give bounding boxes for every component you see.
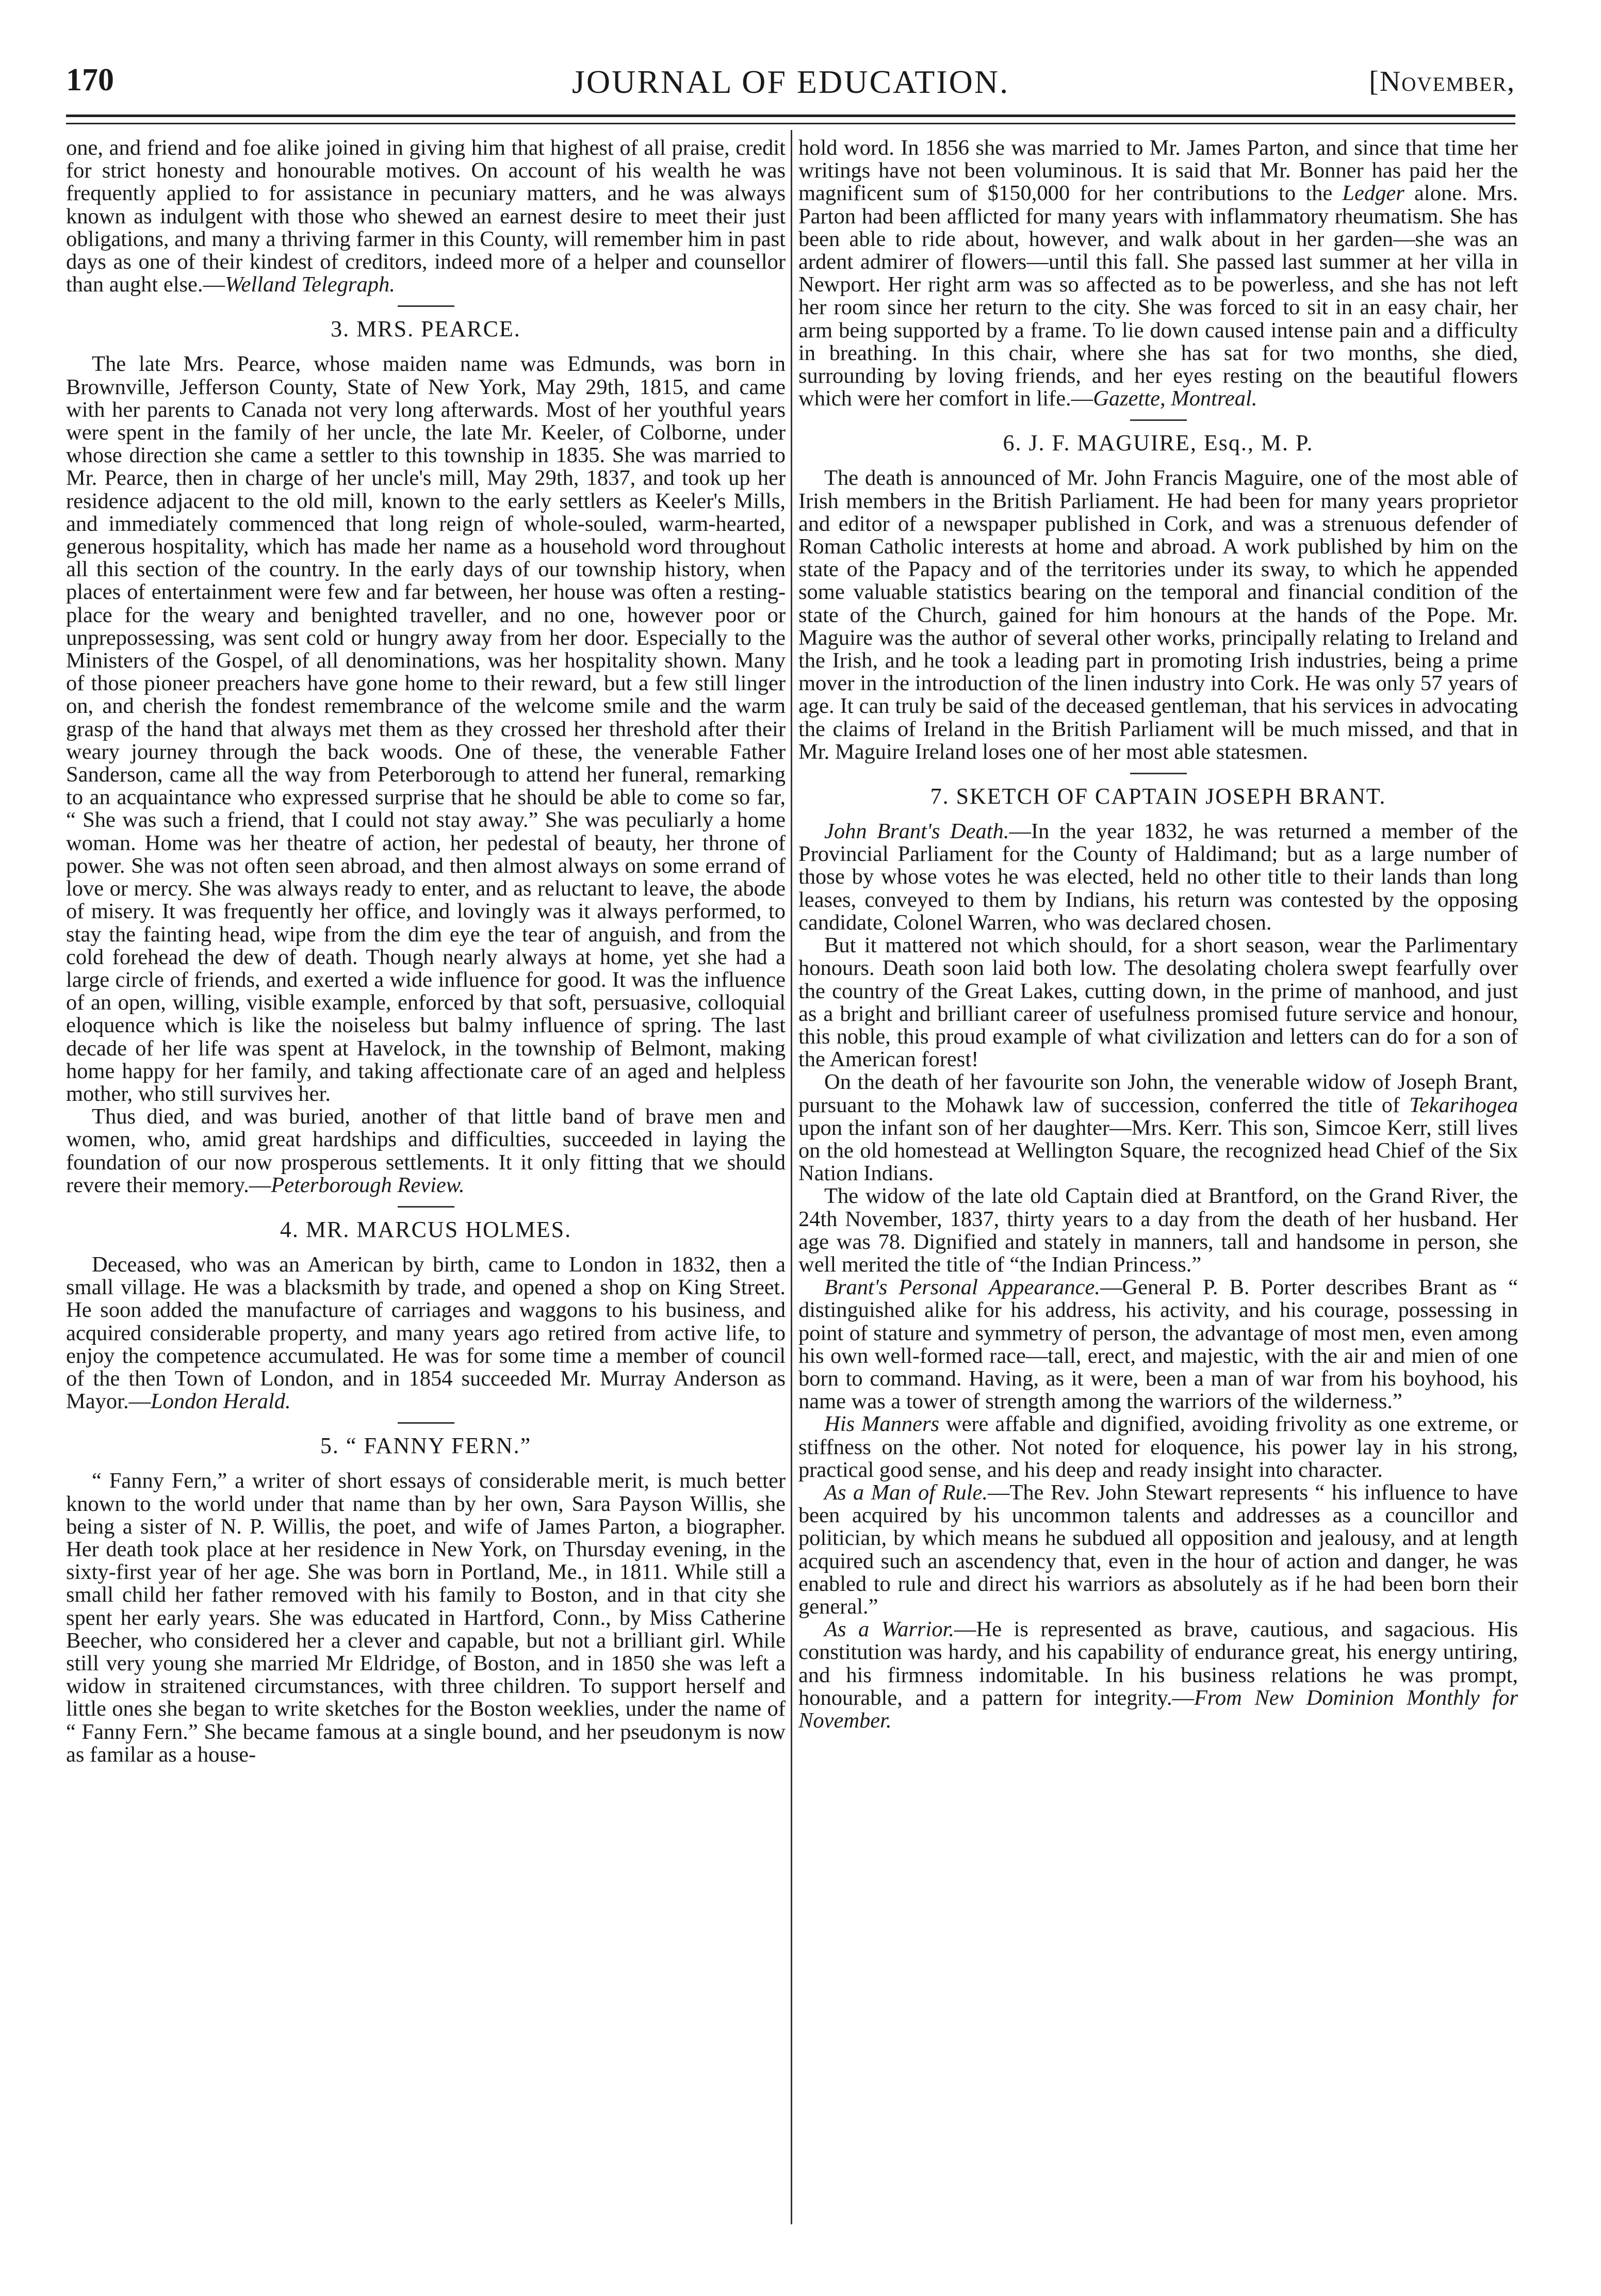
section-heading: 5. “ FANNY FERN.” <box>66 1430 786 1461</box>
paragraph: But it mattered not which should, for a short season, wear the Parlimentary honours. Death soon laid both low. The desolating cholera swept fearfully over the country of the Great Lakes, cutting down, in the prime of manhood, and just as a bright and brilliant career of usefulness promised future service and honour, this noble, this proud example of what civilization and letters can do for a son of the American forest! <box>798 933 1518 1072</box>
header-rule-thin <box>66 123 1515 124</box>
paragraph: Deceased, who was an American by birth, came to London in 1832, then a small village. He was a blacksmith by trade, and opened a shop on King Street. He soon added the manufacture of carriages and waggons to his business, and acquired considerable property, and many years ago retired from active life, to enjoy the competence accumulated. He was for some time a member of council of the then Town of London, and in 1854 succeeded Mr. Murray Anderson as Mayor.—London Herald. <box>66 1252 786 1414</box>
page-header <box>66 62 1515 113</box>
section-heading: 3. MRS. PEARCE. <box>66 314 786 345</box>
paragraph: As a Man of Rule.—The Rev. John Stewart represents “ his influence to have been acquired by his uncommon talents and addresses as a councillor and politician, by which means he subdued all opposition and jealousy, and at length acquired such an ascendency that, even in the hour of action and danger, he was enabled to rule and direct his warriors as absolutely as if he had been born their general.” <box>798 1480 1518 1619</box>
paragraph: His Manners were affable and dignified, avoiding frivolity as one extreme, or stiffness on the other. Not noted for eloquence, his power lay in his strong, practical good sense, and his deep and ready insight into character. <box>798 1412 1518 1482</box>
column-divider <box>791 130 792 2224</box>
header-month: [November, <box>1369 66 1515 97</box>
paragraph: The late Mrs. Pearce, whose maiden name was Edmunds, was born in Brownville, Jefferson County, State of New York, May 29th, 1815, and came with her parents to Canada not very long afterwards. Most of her youthful years were spent in the family of her uncle, the late Mr. Keeler, of Colborne, under whose direction she came a settler to this township in 1835. She was married to Mr. Pearce, then in charge of her uncle's mill, May 29th, 1837, and took up her residence adjacent to the old mill, known to the early settlers as Keeler's Mills, and immediately commenced that long reign of whole-souled, warm-hearted, generous hospitality, which has made her name as a household word throughout all this section of the country. In the early days of our township history, when places of entertainment were few and far between, her house was often a resting-place for the weary and benighted traveller, and no one, however poor or unprepossessing, was sent cold or hungry away from her door. Especially to the Ministers of the Gospel, of all denominations, was her hospitality shown. Many of those pioneer preachers have gone home to their reward, but a few still linger on, and cherish the fondest remembrance of the welcome smile and the warm grasp of the hand that always met them as they crossed her threshold after their weary journey through the back woods. One of these, the venerable Father Sanderson, came all the way from Peterborough to attend her funeral, remarking to an acquaintance who expressed surprise that he should be able to come so far, “ She was such a friend, that I could not stay away.” She was peculiarly a home woman. Home was her theatre of action, her pedestal of beauty, her throne of power. She was not often seen abroad, and then almost always on some errand of love or mercy. She was always ready to enter, and as reluctant to leave, the abode of misery. It was frequently her office, and lovingly was it always performed, to stay the fainting head, wipe from the dim eye the tear of anguish, and from the cold forehead the dew of death. Though nearly always at home, yet she had a large circle of friends, and exerted a wide influence for good. It was the influence of an open, willing, visible example, enforced by that soft, persuasive, colloquial eloquence which is like the noiseless but balmy influence of spring. The last decade of her life was spent at Havelock, in the township of Belmont, making home happy for her family, and taking affectionate care of an aged and helpless mother, who still survives her. <box>66 352 786 1106</box>
paragraph: The widow of the late old Captain died at Brantford, on the Grand River, the 24th November, 1837, thirty years to a day from the death of her husband. Her age was 78. Dignified and stately in manners, tall and handsome in person, she well merited the title of “the Indian Princess.” <box>798 1184 1518 1277</box>
paragraph: hold word. In 1856 she was married to Mr. James Parton, and since that time her writings have not been voluminous. It is said that Mr. Bonner has paid her the magnificent sum of $150,000 for her contributions to the Ledger alone. Mrs. Parton had been afflicted for many years with inflammatory rheumatism. She has been able to ride about, however, and walk about in her garden—she was an ardent admirer of flowers—until this fall. She passed last summer at her villa in Newport. Her right arm was so affected as to be powerless, and she has not left her room since her return to the city. She was forced to sit in an easy chair, her arm being supported by a frame. To lie down caused intense pain and a difficulty in breathing. In this chair, where she has sat for two months, she died, surrounding by loving friends, and her eyes resting on the beautiful flowers which were her comfort in life.—Gazette, Montreal. <box>798 136 1518 411</box>
source-citation: From New Dominion Monthly for November. <box>798 1685 1518 1733</box>
source-citation: Welland Telegraph. <box>225 272 395 297</box>
paragraph: Brant's Personal Appearance.—General P. B. Porter describes Brant as “ distinguished alike for his address, his activity, and his courage, possessing in point of stature and symmetry of person, the advantage of most men, even among his own well-formed race—tall, erect, and majestic, with the air and mien of one born to command. Having, as it were, been a man of war from his boyhood, his name was a tower of strength among the warriors of the wilderness.” <box>798 1275 1518 1414</box>
journal-title: JOURNAL OF EDUCATION. <box>571 63 1010 100</box>
source-citation: Peterborough Review. <box>271 1173 465 1197</box>
left-column <box>66 137 786 1766</box>
source-citation: Gazette, Montreal. <box>1093 386 1257 411</box>
paragraph: “ Fanny Fern,” a writer of short essays of considerable merit, is much better known to the world under that name than by her own, Sara Payson Willis, she being a sister of N. P. Willis, the poet, and wife of James Parton, a biographer. Her death took place at her residence in New York, on Thursday evening, in the sixty-first year of her age. She was born in Portland, Me., in 1811. While still a small child her father removed with his family to Boston, and in that city she spent her early years. She was educated in Hartford, Conn., by Miss Catherine Beecher, who considered her a clever and capable, but not a brilliant girl. While still very young she married Mr Eldridge, of Boston, and in 1850 she was left a widow in straitened circumstances, with three children. To support herself and little ones she began to write sketches for the Boston weeklies, under the name of “ Fanny Fern.” She became famous at a single bound, and her pseudonym is now as familar as a house- <box>66 1469 786 1767</box>
paragraph: The death is announced of Mr. John Francis Maguire, one of the most able of Irish members in the British Parliament. He had been for many years proprietor and editor of a newspaper published in Cork, and was a strenuous defender of Roman Catholic interests at home and abroad. A work published by him on the state of the Papacy and of the territories under its sway, to which he appended some valuable statistics bearing on the temporal and financial condition of the state of the Church, gained for him honours at the hands of the Pope. Mr. Maguire was the author of several other works, principally relating to Ireland and the Irish, and he took a leading part in promoting Irish industries, being a prime mover in the introduction of the linen industry into Cork. He was only 57 years of age. It can truly be said of the deceased gentleman, that his services in advocating the claims of Ireland in the British Parliament will be much missed, and that in Mr. Maguire Ireland loses one of her most able statesmen. <box>798 466 1518 764</box>
paragraph: one, and friend and foe alike joined in giving him that highest of all praise, credit for strict honesty and honourable motives. On account of his wealth he was frequently applied to for assistance in pecuniary matters, and he was always known as indulgent with those who shewed an earnest desire to meet their just obligations, and many a thriving farmer in this County, will remember him in past days as one of their kindest of creditors, indeed more of a helper and counsellor than aught else.—Welland Telegraph. <box>66 136 786 297</box>
source-citation: London Herald. <box>151 1389 291 1414</box>
section-heading: 6. J. F. MAGUIRE, Esq., M. P. <box>798 428 1518 459</box>
paragraph: As a Warrior.—He is represented as brave, cautious, and sagacious. His constitution was hardy, and his capability of endurance great, his energy untiring, and his firmness indomitable. In his business relations he was prompt, honourable, and a pattern for integrity.—From New Dominion Monthly for November. <box>798 1617 1518 1733</box>
paragraph: John Brant's Death.—In the year 1832, he was returned a member of the Provincial Parliament for the County of Haldimand; but as a large number of those by whose votes he was elected, held no other title to their lands than long leases, conveyed to them by Indians, his return was contested by the opposing candidate, Colonel Warren, who was declared chosen. <box>798 819 1518 935</box>
paragraph: Thus died, and was buried, another of that little band of brave men and women, who, amid great hardships and difficulties, succeeded in laying the foundation of our now prosperous settlements. It it only fitting that we should revere their memory.—Peterborough Review. <box>66 1104 786 1197</box>
header-rule-thick <box>66 115 1515 117</box>
right-column <box>798 137 1518 1732</box>
paragraph: On the death of her favourite son John, the venerable widow of Joseph Brant, pursuant to the Mohawk law of succession, conferred the title of Tekarihogea upon the infant son of her daughter—Mrs. Kerr. This son, Simcoe Kerr, still lives on the old homestead at Wellington Square, the recognized head Chief of the Six Nation Indians. <box>798 1070 1518 1186</box>
section-heading: 4. MR. MARCUS HOLMES. <box>66 1214 786 1245</box>
section-heading: 7. SKETCH OF CAPTAIN JOSEPH BRANT. <box>798 781 1518 812</box>
page-number: 170 <box>66 62 114 97</box>
